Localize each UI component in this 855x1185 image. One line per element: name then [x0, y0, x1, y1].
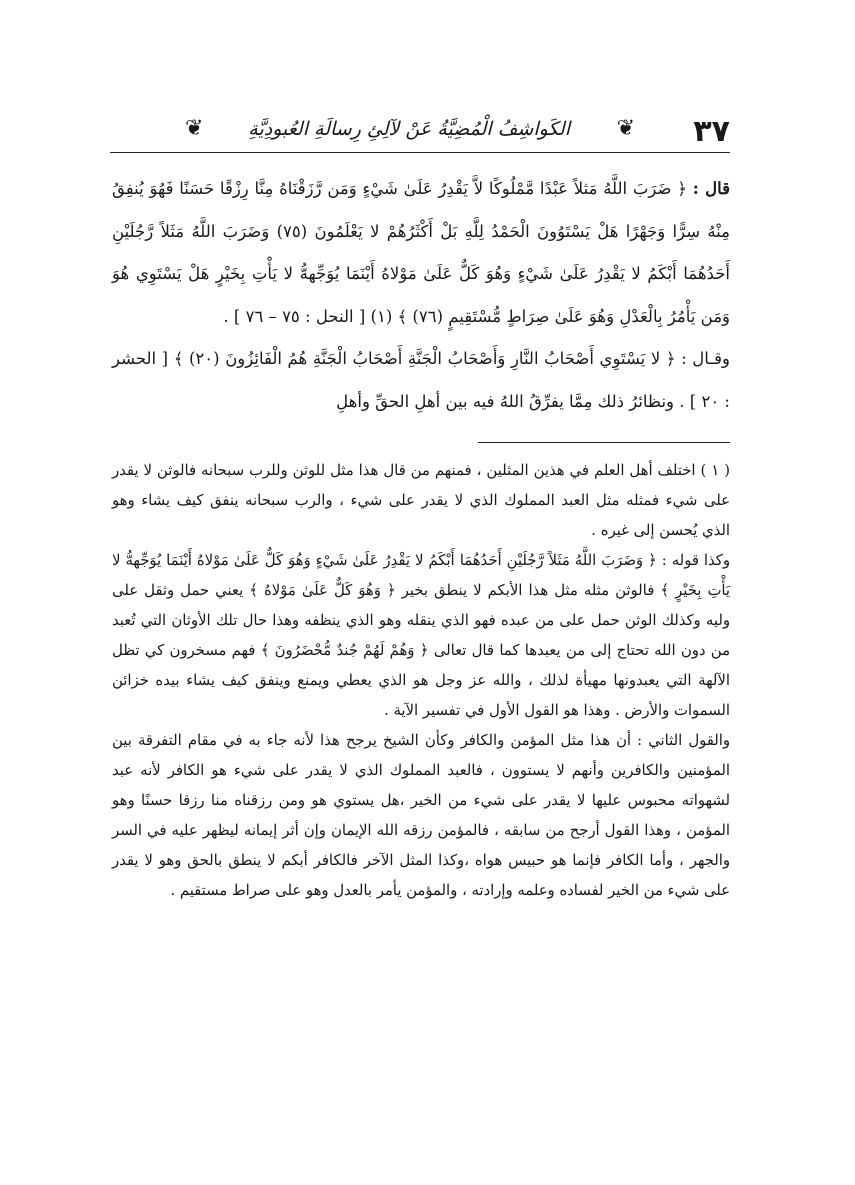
lead-word: قال : — [692, 179, 730, 198]
ornament-right-icon: ❦ — [616, 116, 635, 141]
page-header — [110, 112, 730, 152]
main-paragraph-1 — [112, 168, 730, 338]
footnote-paragraph-3: والقول الثاني : أن هذا مثل المؤمن والكافر وكأن الشيخ يرجح هذا لأنه جاء به في مقام التفرقة بين المؤمنين والكافرين وأنهم لا يستوون ، فالعبد المملوك الذي لا يقدر على شيء هو الكافر لأنه عبد لشهواته محبوس عليها لا يقدر على شيء من الخير ،هل يستوي هو ومن رزقناه منا رزقا حسنًا وهو المؤمن ، وهذا القول أرجح من سابقه ، فالمؤمن رزقه الله الإيمان وإن أثر إيمانه ليظهر عليه في السر والجهر ، وأما الكافر فإنما هو حبيس هواه ،وكذا المثل الآخر فالكافر أبكم لا ينطق بالحق وهو لا يقدر على شيء من الخير لفساده وعلمه وإرادته ، والمؤمن يأمر بالعدل وهو على صراط مستقيم . — [112, 732, 730, 899]
footnote-text-1: اختلف أهل العلم في هذين المثلين ، فمنهم من قال هذا مثل للوثن وللرب سبحانه فالوثن لا يقدر على شيء فمثله مثل العبد المملوك الذي لا يقدر على شيء ، والرب سبحانه ينفق كيف يشاء وهو الذي يُحسن إلى غيره . — [112, 462, 730, 539]
main-text — [112, 168, 730, 423]
footnote-paragraph-2: وكذا قوله : ﴿ وَضَرَبَ اللَّهُ مَثَلاً رَّجُلَيْنِ أَحَدُهُمَا أَبْكَمُ لا يَقْدِرُ عَلَىٰ شَيْءٍ وَهُوَ كَلٌّ عَلَىٰ مَوْلاهُ أَيْنَمَا يُوَجِّههُّ لا يَأْتِ بِخَيْرٍ ﴾ فالوثن مثله مثل هذا الأبكم لا ينطق بخير ﴿ وَهُوَ كَلٌّ عَلَىٰ مَوْلاهُ ﴾ يعني حمل وثقل على وليه وكذلك الوثن حمل على من عبده فهو الذي ينقله وهو الذي ينظفه وهذا حال تلك الأوثان التي تُعبد من دون الله تحتاج إلى من يعبدها كما قال تعالى ﴿ وَهُمْ لَهُمْ جُندٌ مُّحْضَرُونَ ﴾ فهم مسخرون كي تظل الآلهة التي يعبدونها مهيأة لذلك ، والله عز وجل هو الذي يعطي ويمنع وينفق كيف يشاء بيده خزائن السموات والأرض . وهذا هو القول الأول في تفسير الآية . — [112, 552, 730, 719]
ornament-left-icon: ❦ — [185, 116, 204, 141]
quran-quote-nahl: ﴿ ضَرَبَ اللَّهُ مَثلاً عَبْدًا مَّمْلُوكًا لاَّ يَقْدِرُ عَلَىٰ شَيْءٍ وَمَن رَّزَقْنَاهُ مِنَّا رِزْقًا حَسَنًا فَهُوَ يُنفِقُ مِنْهُ سِرًّا وَجَهْرًا هَلْ يَسْتَوُونَ الْحَمْدُ لِلَّهِ بَلْ أَكْثَرُهُمْ لا يَعْلَمُونَ (٧٥) وَضَرَبَ اللَّهُ مَثَلاً رَّجُلَيْنِ أَحَدُهُمَا أَبْكَمُ لا يَقْدِرُ عَلَىٰ شَيْءٍ وَهُوَ كَلٌّ عَلَىٰ مَوْلاهُ أَيْنَمَا يُوَجِّههُّ لا يَأْتِ بِخَيْرٍ هَلْ يَسْتَوِي هُوَ وَمَن يَأْمُرُ بِالْعَدْلِ وَهُوَ عَلَىٰ صِرَاطٍ مُّسْتَقِيمٍ (٧٦) ﴾ (١) [ النحل : ٧٥ – ٧٦ ] . — [112, 179, 730, 326]
page-number: ٣٧ — [693, 114, 730, 149]
header-divider — [110, 152, 730, 153]
footnotes — [112, 456, 730, 906]
footnote-divider — [478, 442, 730, 443]
footnote-paragraph-1 — [112, 456, 730, 546]
footnote-marker: ( ١ ) — [700, 462, 730, 479]
running-title: الكَواشِفُ الْمُضِيَّةُ عَنْ لآلِئِ رِسالَةِ العُبودِيَّةِ — [248, 118, 570, 140]
main-paragraph-2: وقـال : ﴿ لا يَسْتَوِي أَصْحَابُ النَّارِ وَأَصْحَابُ الْجَنَّةِ أَصْحَابُ الْجَنَّةِ هُمُ الْفَائِزُونَ (٢٠) ﴾ [ الحشر : ٢٠ ] . ونظائرُ ذلك مِمَّا يفرِّقُ اللهُ فيه بين أهلِ الحقِّ وأهلِ — [112, 349, 730, 411]
